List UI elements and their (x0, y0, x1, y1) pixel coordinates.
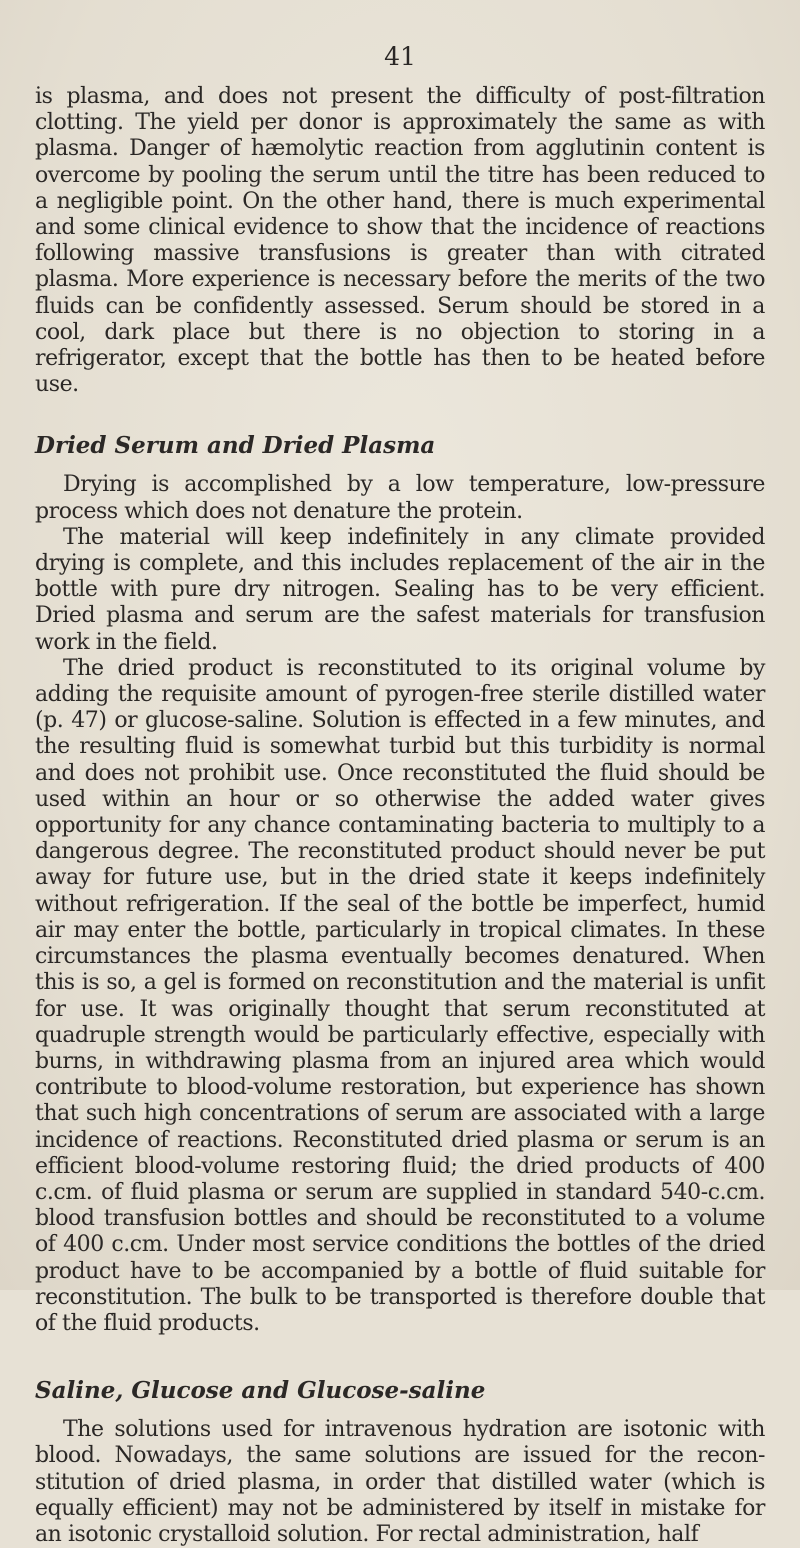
body-text (35, 84, 765, 1548)
paragraph-drying-process: Drying is accomplished by a low temperature, low-pressure process which does not denature the protein. (35, 472, 765, 524)
page-number: 41 (384, 42, 416, 71)
paragraph-reconstitution: The dried product is reconstituted to its original volume by adding the requisite amount of pyrogen-free sterile distilled water (p. 47) or glucose-saline. Solution is effected in a few minutes, and the resulting fluid is somewhat turbid but this turbidity is normal and does not prohibit use. Once reconstituted the fluid should be used within an hour or so otherwise the added water gives opportunity for any chance contaminating bacteria to multiply to a dangerous degree. The reconstituted product should never be put away for future use, but in the dried state it keeps indefinitely without refrigeration. If the seal of the bottle be imperfect, humid air may enter the bottle, particularly in tropical climates. In these circumstances the plasma eventually becomes denatured. When this is so, a gel is formed on reconstitution and the material is unfit for use. It was originally thought that serum reconstituted at quadruple strength would be particularly effective, especially with burns, in withdrawing plasma from an injured area which would contribute to blood-volume restoration, but experience has shown that such high concentrations of serum are associated with a large incidence of reactions. Reconstituted dried plasma or serum is an efficient blood-volume restoring fluid; the dried products of 400 c.cm. of fluid plasma or serum are supplied in standard 540-c.cm. blood transfusion bottles and should be reconstituted to a volume of 400 c.cm. Under most service conditions the bottles of the dried product have to be accompanied by a bottle of fluid suitable for reconstitution. The bulk to be transported is therefore double that of the fluid products. (35, 655, 765, 1336)
paragraph-isotonic-solutions: The solutions used for intravenous hydration are isotonic with blood. Nowadays, the same solutions are issued for the recon-stitution of dried plasma, in order that distilled water (which is equally efficient) may not be administered by itself in mistake for an isotonic crystalloid solution. For rectal administration, half (35, 1417, 765, 1547)
paragraph-keeping-quality: The material will keep indefinitely in any climate provided drying is complete, and this includes replacement of the air in the bottle with pure dry nitrogen. Sealing has to be very efficient. Dried plasma and serum are the safest materials for transfusion work in the field. (35, 524, 765, 655)
section-heading-dried-serum-plasma: Dried Serum and Dried Plasma (35, 432, 436, 460)
section-heading-saline-glucose: Saline, Glucose and Glucose-saline (35, 1377, 486, 1405)
paragraph-serum-overview: is plasma, and does not present the difficulty of post-filtration clotting. The yield per donor is approximately the same as with plasma. Danger of hæmolytic reaction from agglutinin content is overcome by pooling the serum until the titre has been reduced to a negligible point. On the other hand, there is much experimental and some clinical evidence to show that the incidence of reactions following massive transfusions is greater than with citrated plasma. More experience is necessary before the merits of the two fluids can be confidently assessed. Serum should be stored in a cool, dark place but there is no objection to storing in a refrigerator, except that the bottle has then to be heated before use. (35, 84, 765, 398)
